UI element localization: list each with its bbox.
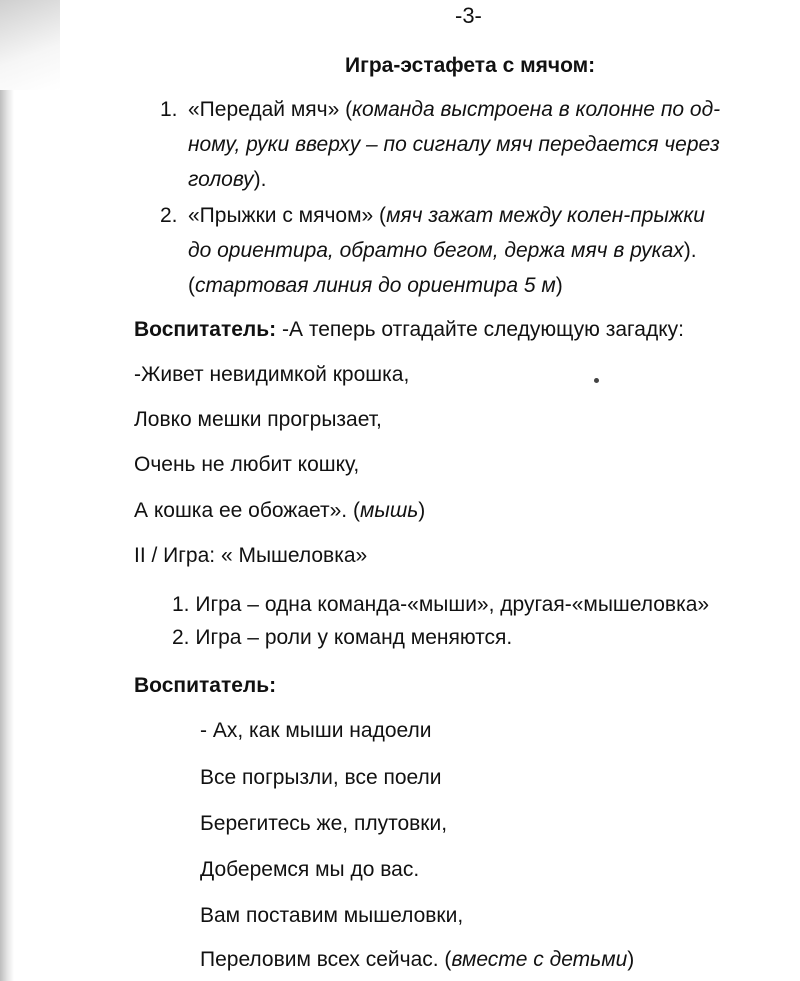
plain-text: ). [253, 168, 267, 191]
text-line [188, 268, 705, 303]
mousetrap-game-item [172, 624, 512, 652]
italic-text: команда выстроена в колонне по од- [352, 98, 721, 121]
game-text: Игра – одна команда-«мыши», другая-«мышеловка» [195, 593, 710, 616]
text-line [188, 127, 720, 162]
plain-text: ) [418, 499, 426, 522]
mousetrap-game-item [172, 591, 709, 619]
scan-shadow-left [0, 0, 14, 981]
page-number: -3- [455, 3, 482, 28]
list-number: 2. [172, 626, 190, 649]
section-title: II / Игра: « Мышеловка» [134, 544, 368, 567]
riddle-line: Очень не любит кошку, [134, 453, 360, 476]
text-line [188, 233, 705, 268]
riddle-line: Ловко мешки прогрызает, [134, 408, 382, 431]
teacher-label: Воспитатель: [134, 674, 277, 697]
italic-text: ному, руки вверху – по сигналу мяч передается через [188, 133, 720, 156]
italic-text: стартовая линия до ориентира 5 м [195, 274, 556, 297]
list-number: 1. [172, 593, 190, 616]
poem-line: Все погрызли, все поели [200, 766, 442, 789]
text-line [188, 198, 705, 233]
poem-line: Доберемся мы до вас. [200, 858, 420, 881]
riddle-line: -Живет невидимкой крошка, [134, 363, 410, 386]
relay-game-text [188, 198, 705, 303]
poem-line: Вам поставим мышеловки, [200, 904, 464, 927]
plain-text: «Передай мяч» ( [188, 98, 353, 121]
scan-speck [594, 378, 599, 383]
italic-text: мяч зажат между колен-прыжки [386, 204, 705, 227]
game-text: Игра – роли у команд меняются. [195, 626, 513, 649]
text-line [188, 92, 720, 127]
italic-text: до ориентира, обратно бегом, держа мяч в руках [188, 239, 684, 262]
relay-game-list [160, 92, 800, 304]
poem-line: Берегитесь же, плутовки, [200, 812, 448, 835]
poem-line: - Ах, как мыши надоели [200, 719, 432, 742]
poem-note: вместе с детьми [451, 948, 628, 971]
relay-game-item [160, 92, 800, 198]
scan-shadow-top [0, 0, 60, 90]
plain-text: ) [627, 948, 635, 971]
plain-text: А кошка ее обожает». ( [134, 499, 360, 522]
relay-game-text [188, 92, 720, 197]
italic-text: голову [188, 168, 254, 191]
relay-heading: Игра-эстафета с мячом: [345, 54, 596, 77]
list-number: 1. [160, 98, 178, 121]
teacher-label: Воспитатель: [134, 318, 277, 341]
plain-text: ). [683, 239, 697, 262]
plain-text: «Прыжки с мячом» ( [188, 204, 387, 227]
teacher-speech: -А теперь отгадайте следующую загадку: [276, 318, 684, 341]
list-number: 2. [160, 204, 178, 227]
riddle-answer: мышь [359, 499, 419, 522]
text-line [188, 162, 720, 197]
relay-game-item [160, 198, 800, 304]
riddle-line [134, 497, 425, 525]
plain-text: Переловим всех сейчас. ( [200, 948, 452, 971]
poem-line [200, 946, 634, 974]
plain-text: ) [555, 274, 563, 297]
teacher-line [134, 316, 684, 344]
plain-text: ( [188, 274, 195, 297]
